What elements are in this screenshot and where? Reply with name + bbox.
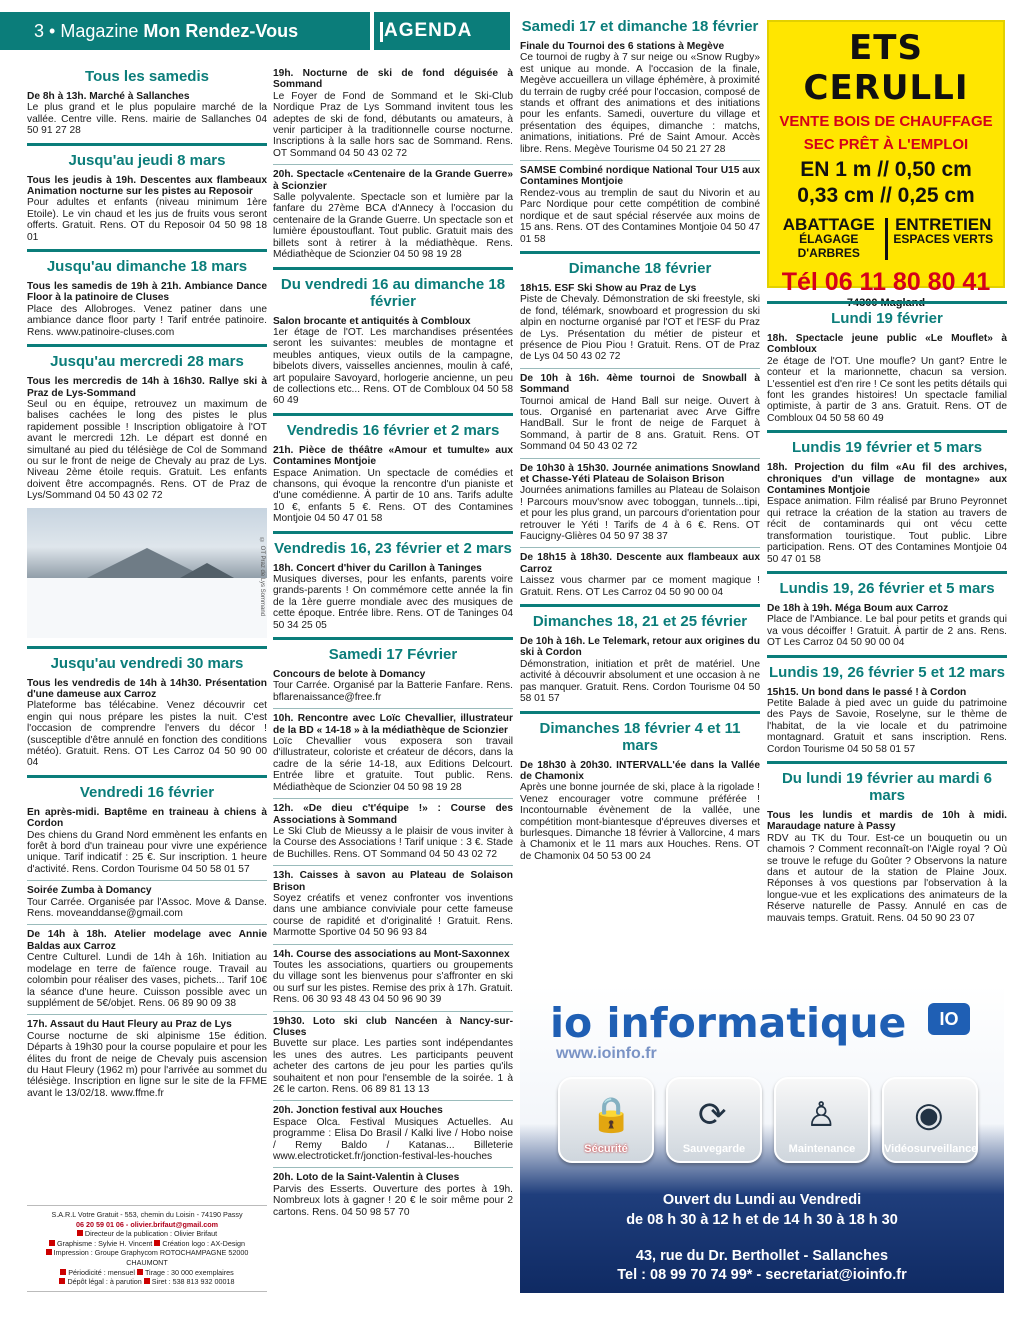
date-heading: Du lundi 19 février au mardi 6 mars xyxy=(767,761,1007,804)
ad-brand: ETS CERULLI xyxy=(803,28,969,108)
photo-credit: © OT Praz de Lys Sommand xyxy=(259,537,265,616)
event-item: 12h. «De dieu c't'équipe !» : Course des Associations à Sommand Le Ski Club de Mieussy a le plaisir de vous inviter à la Course des Associations ! Tarif unique : 3 €. Stade de Buchilles. Rens. OT Sommand 04 50 43 02 72 xyxy=(273,798,513,860)
event-item: 20h. Loto de la Saint-Valentin à Cluses Parvis des Esserts. Ouverture des portes à 19h. Nombreux lots à gagner ! 20 € le soir même pour 2 cartons. Rens. 04 50 98 57 70 xyxy=(273,1167,513,1218)
date-heading: Tous les samedis xyxy=(85,68,209,85)
event-item: De 18h30 à 20h30. INTERVALL'ée dans la Vallée de Chamonix Après une bonne journée de ski, place à la rigolade ! Venez encourager votre commune préférée ! Incontournable évènement de la vallée, une compétition mont-biantesque d'épreuves diverses et burlesques. Dimanche 18 février à Vallorcine, 4 mars à Chamonix et le 11 mars aux Houches. Rens. OT de Chamonix 04 50 53 00 24 xyxy=(520,759,760,862)
event-item: 18h. Projection du film «Au fil des archives, chroniques d'un village de montagne» aux Contamines Montjoie Espace animation. Film réalisé par Bruno Peyronnet qui retrace la création de la station au travers de récit de contaminards qui ont vécu cette transformation touristique. Tout public. Libre participation. Rens. OT des Contamines Montjoie 04 50 47 01 58 xyxy=(767,462,1007,565)
date-heading: Lundis 19, 26 février et 5 mars xyxy=(767,571,1007,597)
backup-icon: ⟳ Sauvegarde xyxy=(666,1077,762,1163)
event-item: Soirée Zumba à Domancy Tour Carrée. Organisée par l'Assoc. Move & Danse. Rens. moveanddanse@gmail.com xyxy=(27,880,267,919)
ad-phone: Tél 06 11 80 80 41 xyxy=(781,268,991,296)
date-heading: Lundis 19, 26 février 5 et 12 mars xyxy=(767,655,1007,681)
event-item: 10h. Rencontre avec Loïc Chevallier, illustrateur de la BD « 14-18 » à la médiathèque de Scionzier Loïc Chevallier vous exposera son travail d'illustrateur, coloriste et créateur de décors, dans la cadre de la série 14-18, aux Editions Delcourt. Entrée libre et gratuite. Tout public. Rens. Médiathèque de Scionzier 04 50 98 19 28 xyxy=(273,708,513,793)
event-item: De 18h à 19h. Méga Boum aux Carroz Place de l'Ambiance. Le bal pour petits et grands qui va vous décoiffer ! Gratuit. À partir de 2 ans. Rens. OT Les Carroz 04 50 90 00 04 xyxy=(767,602,1007,649)
date-heading: Samedi 17 Février xyxy=(273,637,513,663)
date-heading: Jusqu'au jeudi 8 mars xyxy=(27,143,267,169)
event-item: 15h15. Un bond dans le passé ! à Cordon Petite Balade à pied avec un guide du patrimoine des Pays de Savoie, Roselyne, sur le thème de l'habitat, de la vie locale et du patrimoine montagnard. Gratuit et sans inscription. Rens. Cordon Tourisme 04 50 58 01 57 xyxy=(767,686,1007,755)
ad-brand: io informatique xyxy=(550,999,907,1047)
date-heading: Du vendredi 16 au dimanche 18 février xyxy=(273,267,513,310)
event-item: De 8h à 13h. Marché à Sallanches Le plus grand et le plus populaire marché de la vallée. Centre ville. Rens. mairie de Sallanches 04 50 91 27 28 xyxy=(27,91,267,137)
event-item: De 10h à 16h. 4ème tournoi de Snowball à Sommand Tournoi amical de Hand Ball sur neige. Ouvert à tous. Organisé en partenariat avec Arve Giffre HandBall. Sur le front de neige de Farquet à Sommand, à partir de 8 ans. Gratuit. Rens. OT Sommand 04 50 43 02 72 xyxy=(520,368,760,453)
event-item: 18h. Spectacle jeune public «Le Mouflet» à Combloux 2e étage de l'OT. Une moufle? Un gant? Entre le conteur et la marionnette, chacun sa version. L'essentiel est d'en rire ! Ce sont les petits détails qui font les grandes histoires! Un spectacle familial optimiste, à partir de 3 ans. Gratuit. Rens. OT de Combloux 04 50 58 60 49 xyxy=(767,333,1007,424)
event-item: 18h. Concert d'hiver du Carillon à Taninges Musiques diverses, pour les enfants, parents voire grands-parents ! On commémore cette année la fin de la 1ère guerre mondiale avec des musiques de cette époque. Entrée libre. Rens. OT de Taninges 04 50 34 25 05 xyxy=(273,562,513,631)
date-heading: Vendredis 16 février et 2 mars xyxy=(273,413,513,439)
event-item: De 10h30 à 15h30. Journée animations Snowland et Chasse-Yéti Plateau de Solaison Brison Journées animations familles au Plateau de Solaison ! Parcours mouv'snow avec toboggan, tunnels...tipi, et pour les plus grand, un parcours d'orientation pour retrouver le Yéti ! Tarifs de 4 à 6 €. Rens. OT Faucigny-Glières 04 50 97 38 37 xyxy=(520,458,760,543)
event-item: De 18h15 à 18h30. Descente aux flambeaux aux Carroz Laissez vous charmer par ce moment magique ! Gratuit. Rens. OT Les Carroz 04 50 90 00 04 xyxy=(520,547,760,598)
event-item: Tous les lundis et mardis de 10h à midi. Maraudage nature à Passy RDV au TK du Tour. Est-ce un bouquetin ou un chamois ? Comment reconnaît-on l'Aigle royal ? Où se trouve le refuge du Goûter ? Observons la nature dans et autour de la station de Plaine Joux. Réponses à vos questions par l'observation à la longue-vue et les explications des animateurs de la Réserve naturelle de Passy. Annulé en cas de mauvais temps. Gratuit. Rens. 04 50 90 23 07 xyxy=(767,809,1007,924)
page-header: 3 • Magazine Mon Rendez-Vous xyxy=(0,12,370,50)
cerulli-advertisement: ETS CERULLI VENTE BOIS DE CHAUFFAGE SEC PRÊT À L'EMPLOI EN 1 m // 0,50 cm 0,33 cm // 0,25 cm ABATTAGE ÉLAGAGE D'ARBRES ENTRETIEN ESPACES VERTS Tél 06 11 80 80 41 74300 Magland xyxy=(767,20,1005,288)
event-item: 19h. Nocturne de ski de fond déguisée à Sommand Le Foyer de Fond de Sommand et le Ski-Club Nordique Praz de Lys Sommand invitent tous les adeptes de ski de fond, débutants ou amateurs, à venir participer à la traditionnelle course nocturne. Inscriptions à la salle hors sac de Sommand. Rens. OT Sommand 04 50 43 02 72 xyxy=(273,68,513,159)
column-2 xyxy=(273,68,513,1223)
imprint: S.A.R.L Votre Gratuit - 553, chemin du Loisin - 74190 Passy 06 20 59 01 06 - olivier.brifaut@gmail.com Directeur de la publication : Olivier Brifaut Graphisme : Sylvie H. Vincent Création logo : AX-Design Impression : Groupe Graphycom ROTOCHAMPAGNE 52000 CHAUMONT Périodicité : mensuel Tirage : 30 000 exemplaires Dépôt légal : à parution Siret : 538 813 932 00018 xyxy=(27,1205,267,1292)
lock-icon: 🔒 Sécurité xyxy=(558,1077,654,1163)
event-item: 18h15. ESF Ski Show au Praz de Lys Piste de Chevaly. Démonstration de ski freestyle, ski de fond, télémark, snowboard et progression du ski alpin en nocturne organisé par l'OT et l'ESF du Praz de Lys. Présentation du métier de pisteur et présence de Piou Piou ! Gratuit. Rens. OT de Praz de Lys 04 50 43 02 72 xyxy=(520,282,760,363)
date-heading: Dimanche 18 février xyxy=(520,251,760,277)
users-icon: ♙ Maintenance xyxy=(774,1077,870,1163)
event-item: 17h. Assaut du Haut Fleury au Praz de Lys Course nocturne de ski alpinisme 15e édition. Départs à 19h30 pour la course populaire et pour les élites du front de neige de Chevaly puis ascension du Haut Fleury (1962 m) pour l'arrivée au sommet du télésiège. Inscription en ligne sur le site de la FFME avant le 13/02/18. www.ffme.fr xyxy=(27,1014,267,1099)
event-item: 14h. Course des associations au Mont-Saxonnex Toutes les associations, quartiers ou groupements du village sont les bienvenus pour s'affronter en ski ou surf sur les pistes. Remise des prix à 17h. Gratuit. Rens. 06 30 93 48 43 04 50 96 90 39 xyxy=(273,944,513,1006)
event-item: Tous les mercredis de 14h à 16h30. Rallye ski à Praz de Lys-Sommand Seul ou en équipe, retrouvez un maximum de balises cachées le long des pistes le plus rapidement possible ! Inscription obligatoire à l'OT avant le mercredi 12h. Le départ est donné en simultané au pied du télésiège de Col de Sommand ou sur le front de neige de Chevaly au praz de Lys. Niveau 2ème étoile requis. Gratuit. Les enfants doivent être accompagnés. Rens. OT de Praz de Lys/Sommand 04 50 43 02 72 xyxy=(27,376,267,502)
column-1 xyxy=(27,68,267,1104)
event-item: 19h30. Loto ski club Nancéen à Nancy-sur-Cluses Buvette sur place. Les parties sont indépendantes les unes des autres. Les participants peuvent acheter des cartons de jeu pour les parties qu'ils souhaitent et non pour l'ensemble de la soirée. 1 à 2€ le carton. Rens. 06 89 81 13 13 xyxy=(273,1011,513,1096)
event-item: Tous les jeudis à 19h. Descentes aux flambeaux Animation nocturne sur les pistes au Reposoir Pour adultes et enfants (niveau minimum 1ère Etoile). Le vin chaud et les jus de fruits vous seront offerts. Gratuit. Rens. OT du Reposoir 04 50 98 18 01 xyxy=(27,174,267,243)
event-item: SAMSE Combiné nordique National Tour U15 aux Contamines Montjoie Rendez-vous au tremplin de saut du Nivorin et au Parc Nordique pour cette compétition de combiné nordique et de saut spécial réservée aux moins de 15 ans. Rens. OT des Contamines Montjoie 04 50 47 01 58 xyxy=(520,160,760,245)
event-item: Tous les vendredis de 14h à 14h30. Présentation d'une dameuse aux Carroz Plateforme bas télécabine. Venez découvrir cet engin qui nous prépare les pistes la nuit. C'est l'occasion de comprendre l'envers du décor ! (susceptible d'être annulé en fonction des conditions météo). Gratuit. Rens. OT Les Carroz 04 50 90 00 04 xyxy=(27,677,267,769)
event-item: 20h. Jonction festival aux Houches Espace Olca. Festival Musiques Actuelles. Au programme : Elisa Do Brasil / Kalki live / Hobo noise / Remy Baldo / Katanas... Billeterie www.electroticket.fr/jonction-festival-les-houches xyxy=(273,1100,513,1162)
date-heading: Samedi 17 et dimanche 18 février xyxy=(521,18,759,35)
date-heading: Dimanches 18 février 4 et 11 mars xyxy=(520,711,760,754)
event-item: 21h. Pièce de théâtre «Amour et tumulte» aux Contamines Montjoie Espace Animation. Un spectacle de comédies et chansons, qui évoque la rencontre d'un pianiste et d'une comédienne. À partir de 10 ans. Tarifs adulte 10 €, enfants 5 €. Rens. OT des Contamines Montjoie 04 50 47 01 58 xyxy=(273,444,513,525)
event-item: En après-midi. Baptême en traineau à chiens à Cordon Des chiens du Grand Nord emmènent les enfants en forêt à bord d'un traineau pour vivre une expérience unique. Tarif indicatif : 25 €. Sur inscription. 1 heure d'activité. Rens. Cordon Tourisme 04 50 58 01 57 xyxy=(27,806,267,875)
date-heading: Jusqu'au mercredi 28 mars xyxy=(27,344,267,370)
event-item: De 14h à 18h. Atelier modelage avec Annie Baldas aux Carroz Centre Culturel. Lundi de 14h à 16h. Initiation au modelage en terre de faïence rouge. Travail au colombin pour réaliser des vases, pichets... Tarif 10€ la séance d'une heure. Cuisson possible avec un supplément de 5€/objet. Rens. 06 89 90 09 38 xyxy=(27,924,267,1009)
event-item: Concours de belote à Domancy Tour Carrée. Organisé par la Batterie Fanfare. Rens. bflarenaissance@free.fr xyxy=(273,669,513,703)
ad-url: www.ioinfo.fr xyxy=(556,1045,657,1062)
event-item: Salon brocante et antiquités à Combloux 1er étage de l'OT. Les marchandises présentées seront les suivantes: meubles de montagne et meubles antiques, vieux outils de la campagne, bibelots divers, vaisselles anciennes, moulin à café, art populaire Savoyard, horlogerie ancienne, un peu de collections etc... Rens. OT de Combloux 04 50 58 60 49 xyxy=(273,315,513,407)
date-heading: Lundis 19 février et 5 mars xyxy=(767,430,1007,456)
io-logo-icon: IO xyxy=(928,1003,970,1035)
date-heading: Dimanches 18, 21 et 25 février xyxy=(520,604,760,630)
camera-icon: ◉ Vidéosurveillance xyxy=(882,1077,978,1163)
date-heading: Jusqu'au dimanche 18 mars xyxy=(27,249,267,275)
event-item: 20h. Spectacle «Centenaire de la Grande Guerre» à Scionzier Salle polyvalente. Spectacle son et lumière par la fanfare du 27ème BCA d'Annecy à l'occasion du centenaire de la Grande Guerre. Un spectacle son et lumière époustouflant. Tout public. Gratuit mais des billets sont à retirer à la médiathèque. Rens. Médiathèque de Scionzier 04 50 98 19 28 xyxy=(273,164,513,260)
ski-slope-photo xyxy=(27,508,267,638)
date-heading: Vendredis 16, 23 février et 2 mars xyxy=(273,531,513,557)
event-item: Tous les samedis de 19h à 21h. Ambiance Dance Floor à la patinoire de Cluses Place des Allobroges. Venez patiner dans une ambiance dance floor party ! Tarif entrée patinoire. Rens. www.patinoire-cluses.com xyxy=(27,281,267,338)
io-informatique-advertisement: io informatique IO www.ioinfo.fr 🔒 Sécurité ⟳ Sauvegarde ♙ Maintenance ◉ Vidéosurveillance Ouvert du Lundi au Vendredi de 08 h 30 à 12 h et de 14 h 30 à 18 h 30 43, rue du Dr. Berthollet - Sallanches Tel : 08 99 70 74 99* - secretariat@ioinfo.fr xyxy=(520,985,1004,1293)
magazine-label: Magazine xyxy=(60,21,139,41)
date-heading: Vendredi 16 février xyxy=(27,775,267,801)
column-3 xyxy=(520,18,760,867)
date-heading: Jusqu'au vendredi 30 mars xyxy=(27,646,267,672)
event-item: De 10h à 16h. Le Telemark, retour aux origines du ski à Cordon Démonstration, initiation et prêt de matériel. Une activité à découvrir absolument et une occasion à ne pas manquer. Gratuit. Rens. Cordon Tourisme 04 50 58 01 57 xyxy=(520,636,760,705)
event-item: Finale du Tournoi des 6 stations à Megève Ce tournoi de rugby à 7 sur neige ou «Snow Rugby» est unique au monde. A l'occasion de la finale, Megève accueillera un village éphémère, à proximité du terrain de rugby créé pour l'occasion, composé de stands et offrant des animations et des initiations pour les enfants. Samedi, ouverture du village et présentation des équipes, dimanche : matchs, animations, initiations. Pré de Saint Amour. Accès libre. Rens. Megève Tourisme 04 50 21 27 28 xyxy=(520,41,760,155)
date-heading: Lundi 19 février xyxy=(767,301,1007,327)
magazine-brand: Mon Rendez-Vous xyxy=(143,21,299,41)
event-item: 13h. Caisses à savon au Plateau de Solaison Brison Soyez créatifs et venez confronter vos inventions dans une ambiance conviviale pour cette fameuse course de rapidité et d'originalité ! Gratuit. Rens. Marmotte Sportive 04 50 96 93 84 xyxy=(273,865,513,938)
section-title: AGENDA xyxy=(374,12,510,50)
page-number: 3 xyxy=(34,21,45,41)
column-4 xyxy=(767,295,1007,929)
